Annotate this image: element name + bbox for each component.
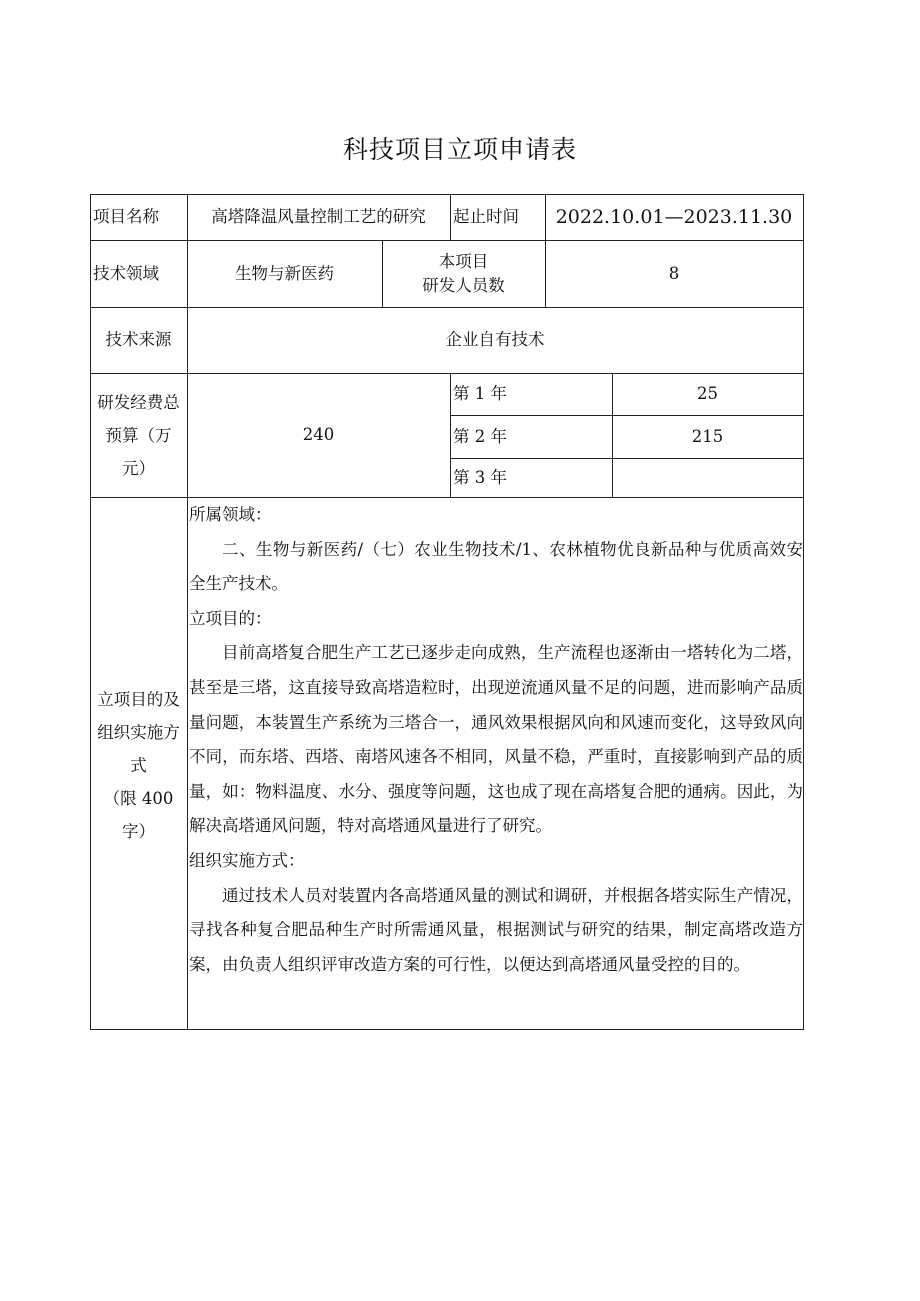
staff-count-value: 8 [668,263,680,283]
budget-total-value: 240 [302,425,335,444]
purpose-label-line1: 立项目的及 [97,689,180,709]
period-label: 起止时间 [453,207,519,226]
page-title: 科技项目立项申请表 [342,135,577,164]
tech-field-label: 技术领域 [93,263,159,283]
year-1-value: 25 [697,384,718,403]
purpose-label-line5: 字） [122,821,155,841]
tech-source-value: 企业自有技术 [445,330,545,349]
year-3-label: 第 3 年 [453,467,507,487]
domain-heading: 所属领域： [189,505,272,524]
budget-label [90,373,187,497]
budget-label-line3: 元） [122,458,155,478]
year-3-value [612,458,803,497]
purpose-content [189,498,803,982]
implementation-heading: 组织实施方式： [189,850,305,870]
staff-label-line1: 本项目 [438,251,489,271]
table-border-bottom [90,1029,804,1030]
implementation-text: 通过技术人员对装置内各高塔通风量的测试和调研，并根据各塔实际生产情况，寻找各种复合肥品种生产时所需通风量，根据测试与研究的结果，制定高塔改造方案，由负责人组织评审改造方案的可行性，以便达到高塔通风量受控的目的。 [189,885,803,974]
staff-label-line2: 研发人员数 [422,275,505,295]
purpose-text: 目前高塔复合肥生产工艺已逐步走向成熟，生产流程也逐渐由一塔转化为二塔，甚至是三塔，这直接导致高塔造粒时，出现逆流通风量不足的问题，进而影响产品质量问题，本装置生产系统为三塔合一，通风效果根据风向和风速而变化，这导致风向不同，而东塔、西塔、南塔风速各不相同，风量不稳，严重时，直接影响到产品的质量，如：物料温度、水分、强度等问题，这也成了现在高塔复合肥的通病。因此，为解决高塔通风问题，特对高塔通风量进行了研究。 [189,643,803,836]
period-value: 2022.10.01—2023.11.30 [555,206,793,228]
year-2-label: 第 2 年 [453,426,507,446]
project-name-value: 高塔降温风量控制工艺的研究 [211,207,426,226]
staff-count-label [382,240,545,307]
purpose-label-line2: 组织实施方 [97,722,180,742]
tech-source-label: 技术来源 [105,330,172,349]
budget-label-line2: 预算（万 [105,425,172,445]
project-name-label: 项目名称 [93,207,159,226]
purpose-heading: 立项目的： [189,608,272,628]
purpose-label-line4: （限 400 [103,788,174,808]
purpose-label-line3: 式 [130,755,147,775]
budget-label-line1: 研发经费总 [97,392,180,412]
year-1-label: 第 1 年 [453,384,507,403]
tech-field-value: 生物与新医药 [235,263,334,283]
year-2-value: 215 [691,426,724,446]
table-border-right [803,194,804,1030]
purpose-label [90,670,187,860]
domain-text: 二、生物与新医药/（七）农业生物技术/1、农林植物优良新品种与优质高效安全生产技术。 [189,539,803,594]
